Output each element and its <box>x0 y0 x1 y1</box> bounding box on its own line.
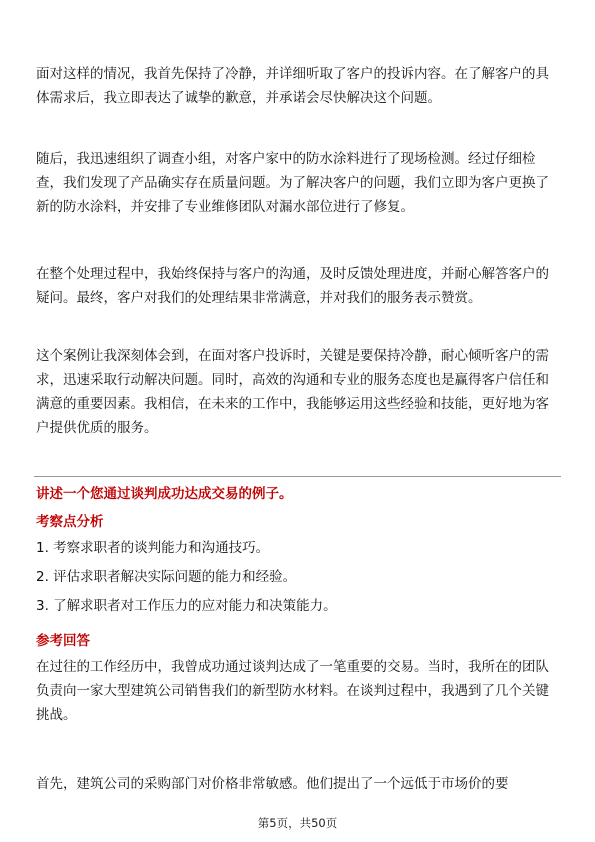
paragraph-investigation: 随后，我迅速组织了调查小组，对客户家中的防水涂料进行了现场检测。经过仔细检查，我们发现了产品确实存在质量问题。为了解决客户的问题，我们立即为客户更换了新的防水涂料，并安排了专业维修团队对漏水部位进行了修复。 <box>36 151 549 215</box>
analysis-item: 3. 了解求职者对工作压力的应对能力和决策能力。 <box>36 598 337 614</box>
analysis-title: 考察点分析 <box>36 514 104 530</box>
question-heading: 讲述一个您通过谈判成功达成交易的例子。 <box>36 486 293 502</box>
section-divider <box>34 476 561 477</box>
answer-paragraph-intro: 在过往的工作经历中，我曾成功通过谈判达成了一笔重要的交易。当时，我所在的团队负责向一家大型建筑公司销售我们的新型防水材料。在谈判过程中，我遇到了几个关键挑战。 <box>36 659 549 723</box>
answer-paragraph-first: 首先，建筑公司的采购部门对价格非常敏感。他们提出了一个远低于市场价的要 <box>36 776 509 792</box>
paragraph-response-calm: 面对这样的情况，我首先保持了冷静，并详细听取了客户的投诉内容。在了解客户的具体需求后，我立即表达了诚挚的歉意，并承诺会尽快解决这个问题。 <box>36 66 549 106</box>
answer-title: 参考回答 <box>36 633 90 649</box>
analysis-item: 1. 考察求职者的谈判能力和沟通技巧。 <box>36 540 270 556</box>
page-number: 第5页，共50页 <box>257 816 338 830</box>
analysis-item: 2. 评估求职者解决实际问题的能力和经验。 <box>36 569 297 585</box>
paragraph-lessons: 这个案例让我深刻体会到，在面对客户投诉时，关键是要保持冷静，耐心倾听客户的需求，迅速采取行动解决问题。同时，高效的沟通和专业的服务态度也是赢得客户信任和满意的重要因素。我相信，在未来的工作中，我能够运用这些经验和技能，更好地为客户提供优质的服务。 <box>36 348 549 436</box>
paragraph-communication: 在整个处理过程中，我始终保持与客户的沟通，及时反馈处理进度，并耐心解答客户的疑问。最终，客户对我们的处理结果非常满意，并对我们的服务表示赞赏。 <box>36 266 549 306</box>
